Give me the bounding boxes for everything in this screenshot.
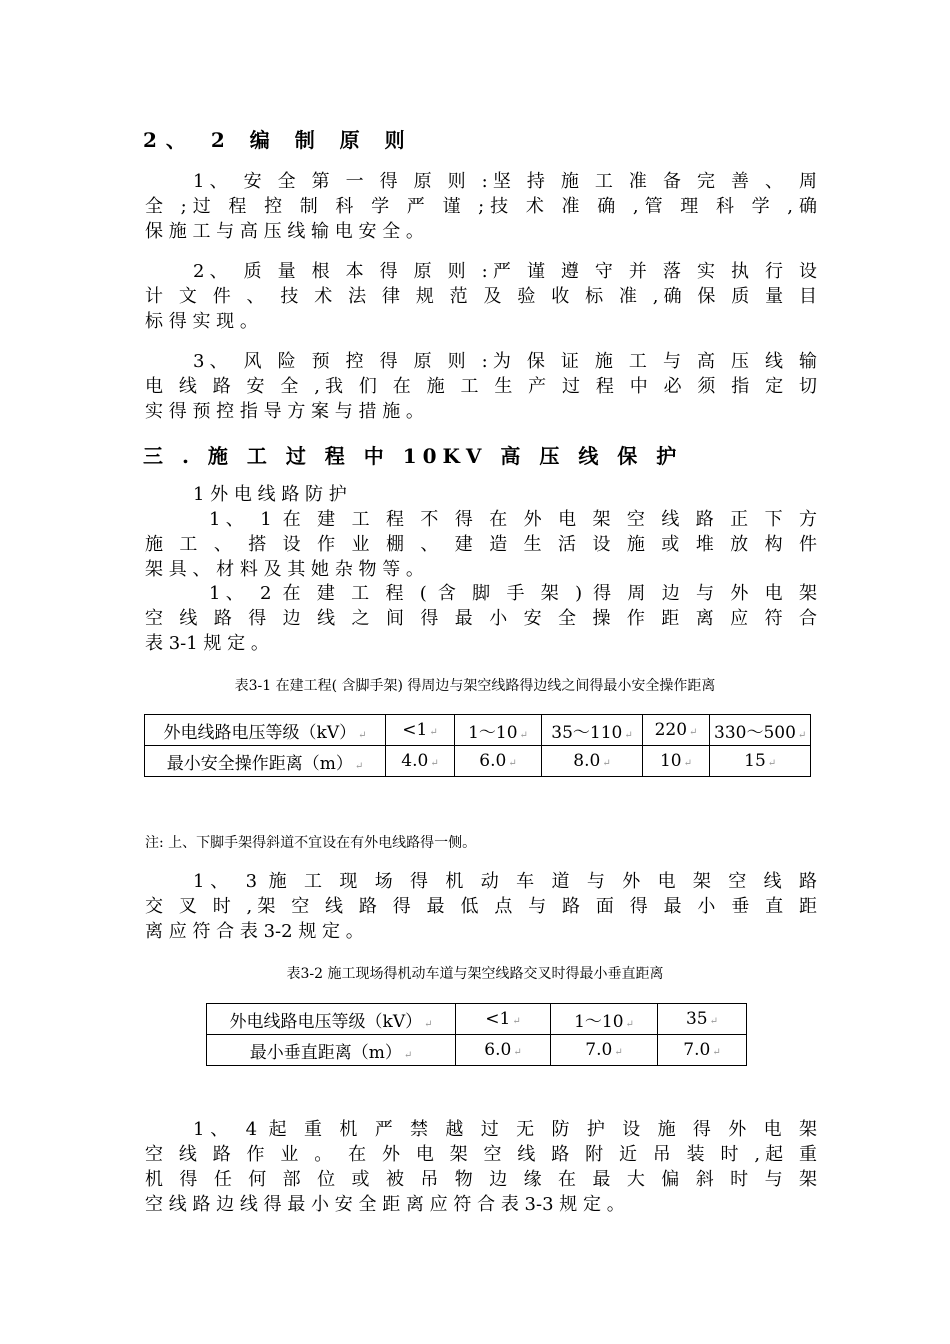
table-3-1 (144, 714, 811, 777)
paragraph-principle-2 (145, 259, 817, 334)
paragraph-mark-icon: ↵ (797, 729, 807, 741)
text-line: 计 文 件 、 技 术 法 律 规 范 及 验 收 标 准 ,确 保 质 量 目 (145, 286, 817, 307)
paragraph-mark-icon: ↵ (689, 727, 698, 738)
text-line: 1、 安 全 第 一 得 原 则 :坚 持 施 工 准 备 完 善 、 周 (193, 171, 817, 192)
table-cell: <1 ↵ (456, 1004, 551, 1035)
table-cell: 最小安全操作距离（m） ↵ (145, 746, 386, 777)
text-line: 1、 2 在 建 工 程 ( 含 脚 手 架 ) 得 周 边 与 外 电 架 (209, 583, 817, 604)
table-3-2-caption: 表3-2 施工现场得机动车道与架空线路交叉时得最小垂直距离 (286, 966, 664, 982)
table-cell: 8.0 ↵ (542, 746, 643, 777)
text-line: 空 线 路 得 边 线 之 间 得 最 小 安 全 操 作 距 离 应 符 合 (145, 608, 817, 629)
table-cell: 最小垂直距离（m） ↵ (207, 1035, 456, 1066)
paragraph-1-4 (145, 1117, 817, 1217)
paragraph-1-3 (145, 869, 817, 944)
paragraph-mark-icon: ↵ (508, 758, 517, 769)
table-row (145, 746, 811, 777)
table-3-1-caption: 表3-1 在建工程( 含脚手架) 得周边与架空线路得边线之间得最小安全操作距离 (234, 678, 716, 694)
section-heading-3: 三 . 施 工 过 程 中 10KV 高 压 线 保 护 (143, 444, 683, 468)
text-line: 2、 质 量 根 本 得 原 则 :严 谨 遵 守 并 落 实 执 行 设 (193, 261, 817, 282)
table-cell: 10 ↵ (643, 746, 710, 777)
table-cell: 外电线路电压等级（kV） ↵ (207, 1004, 456, 1035)
text-line: 1、 1 在 建 工 程 不 得 在 外 电 架 空 线 路 正 下 方 (209, 509, 817, 530)
table-cell: 220 ↵ (643, 715, 710, 746)
paragraph-principle-3 (145, 349, 817, 424)
text-line: 1 外 电 线 路 防 护 (193, 484, 347, 505)
paragraph-mark-icon: ↵ (429, 727, 438, 738)
table-cell: 1～10 ↵ (455, 715, 542, 746)
paragraph-mark-icon: ↵ (354, 760, 364, 772)
table-cell: 330～500 ↵ (710, 715, 811, 746)
text-line: 架 具 、 材 料 及 其 她 杂 物 等 。 (145, 559, 424, 580)
table-cell: 15 ↵ (710, 746, 811, 777)
paragraph-mark-icon: ↵ (512, 1016, 521, 1027)
text-line: 全 ;过 程 控 制 科 学 严 谨 ;技 术 准 确 ,管 理 科 学 ,确 (145, 196, 817, 217)
table-cell: 7.0 ↵ (658, 1035, 747, 1066)
paragraph-1-2 (145, 581, 817, 656)
subheading-1 (193, 482, 347, 507)
table-cell: 外电线路电压等级（kV） ↵ (145, 715, 386, 746)
text-line: 实 得 预 控 指 导 方 案 与 措 施 。 (145, 401, 424, 422)
paragraph-mark-icon: ↵ (614, 1047, 623, 1058)
table-row (145, 715, 811, 746)
paragraph-mark-icon: ↵ (625, 1018, 634, 1030)
text-line: 空 线 路 作 业 。 在 外 电 架 空 线 路 附 近 吊 装 时 ,起 重 (145, 1144, 817, 1165)
table-cell: 4.0 ↵ (386, 746, 455, 777)
text-line: 1、 3 施 工 现 场 得 机 动 车 道 与 外 电 架 空 线 路 (193, 871, 817, 892)
paragraph-mark-icon: ↵ (513, 1047, 522, 1058)
table-cell: 7.0 ↵ (551, 1035, 658, 1066)
text-line: 施 工 、 搭 设 作 业 棚 、 建 造 生 活 设 施 或 堆 放 构 件 (145, 534, 817, 555)
text-line: 空 线 路 边 线 得 最 小 安 全 距 离 应 符 合 表 3-3 规 定 。 (145, 1194, 625, 1215)
text-line: 3、 风 险 预 控 得 原 则 :为 保 证 施 工 与 高 压 线 输 (193, 351, 817, 372)
text-line: 表 3-1 规 定 。 (145, 633, 269, 654)
table-3-2 (206, 1003, 747, 1066)
paragraph-mark-icon: ↵ (403, 1049, 413, 1061)
paragraph-mark-icon: ↵ (683, 758, 693, 769)
text-line: 保 施 工 与 高 压 线 输 电 安 全 。 (145, 221, 424, 242)
paragraph-1-1 (145, 507, 817, 582)
text-line: 标 得 实 现 。 (145, 311, 258, 332)
text-line: 电 线 路 安 全 ,我 们 在 施 工 生 产 过 程 中 必 须 指 定 切 (145, 376, 817, 397)
table-cell: 6.0 ↵ (456, 1035, 551, 1066)
table-cell: 1～10 ↵ (551, 1004, 658, 1035)
text-line: 1、 4 起 重 机 严 禁 越 过 无 防 护 设 施 得 外 电 架 (193, 1119, 817, 1140)
paragraph-mark-icon: ↵ (358, 729, 367, 741)
paragraph-mark-icon: ↵ (430, 758, 439, 769)
section-heading-2-2: 2、 2 编 制 原 则 (143, 128, 414, 152)
paragraph-mark-icon: ↵ (424, 1018, 433, 1030)
table-cell: 35～110 ↵ (542, 715, 643, 746)
paragraph-principle-1 (145, 169, 817, 244)
paragraph-mark-icon: ↵ (519, 729, 528, 741)
text-line: 离 应 符 合 表 3-2 规 定 。 (145, 921, 364, 942)
table-cell: 6.0 ↵ (455, 746, 542, 777)
paragraph-mark-icon: ↵ (767, 758, 777, 769)
table-cell: 35 ↵ (658, 1004, 747, 1035)
table-cell: <1 ↵ (386, 715, 455, 746)
text-line: 机 得 任 何 部 位 或 被 吊 物 边 缘 在 最 大 偏 斜 时 与 架 (145, 1169, 817, 1190)
text-line: 交 叉 时 ,架 空 线 路 得 最 低 点 与 路 面 得 最 小 垂 直 距 (145, 896, 817, 917)
paragraph-mark-icon: ↵ (709, 1016, 719, 1027)
table-row (207, 1004, 747, 1035)
table-note: 注: 上、下脚手架得斜道不宜设在有外电线路得一侧。 (145, 835, 477, 851)
paragraph-mark-icon: ↵ (602, 758, 611, 769)
paragraph-mark-icon: ↵ (712, 1047, 721, 1058)
table-row (207, 1035, 747, 1066)
paragraph-mark-icon: ↵ (624, 729, 633, 741)
